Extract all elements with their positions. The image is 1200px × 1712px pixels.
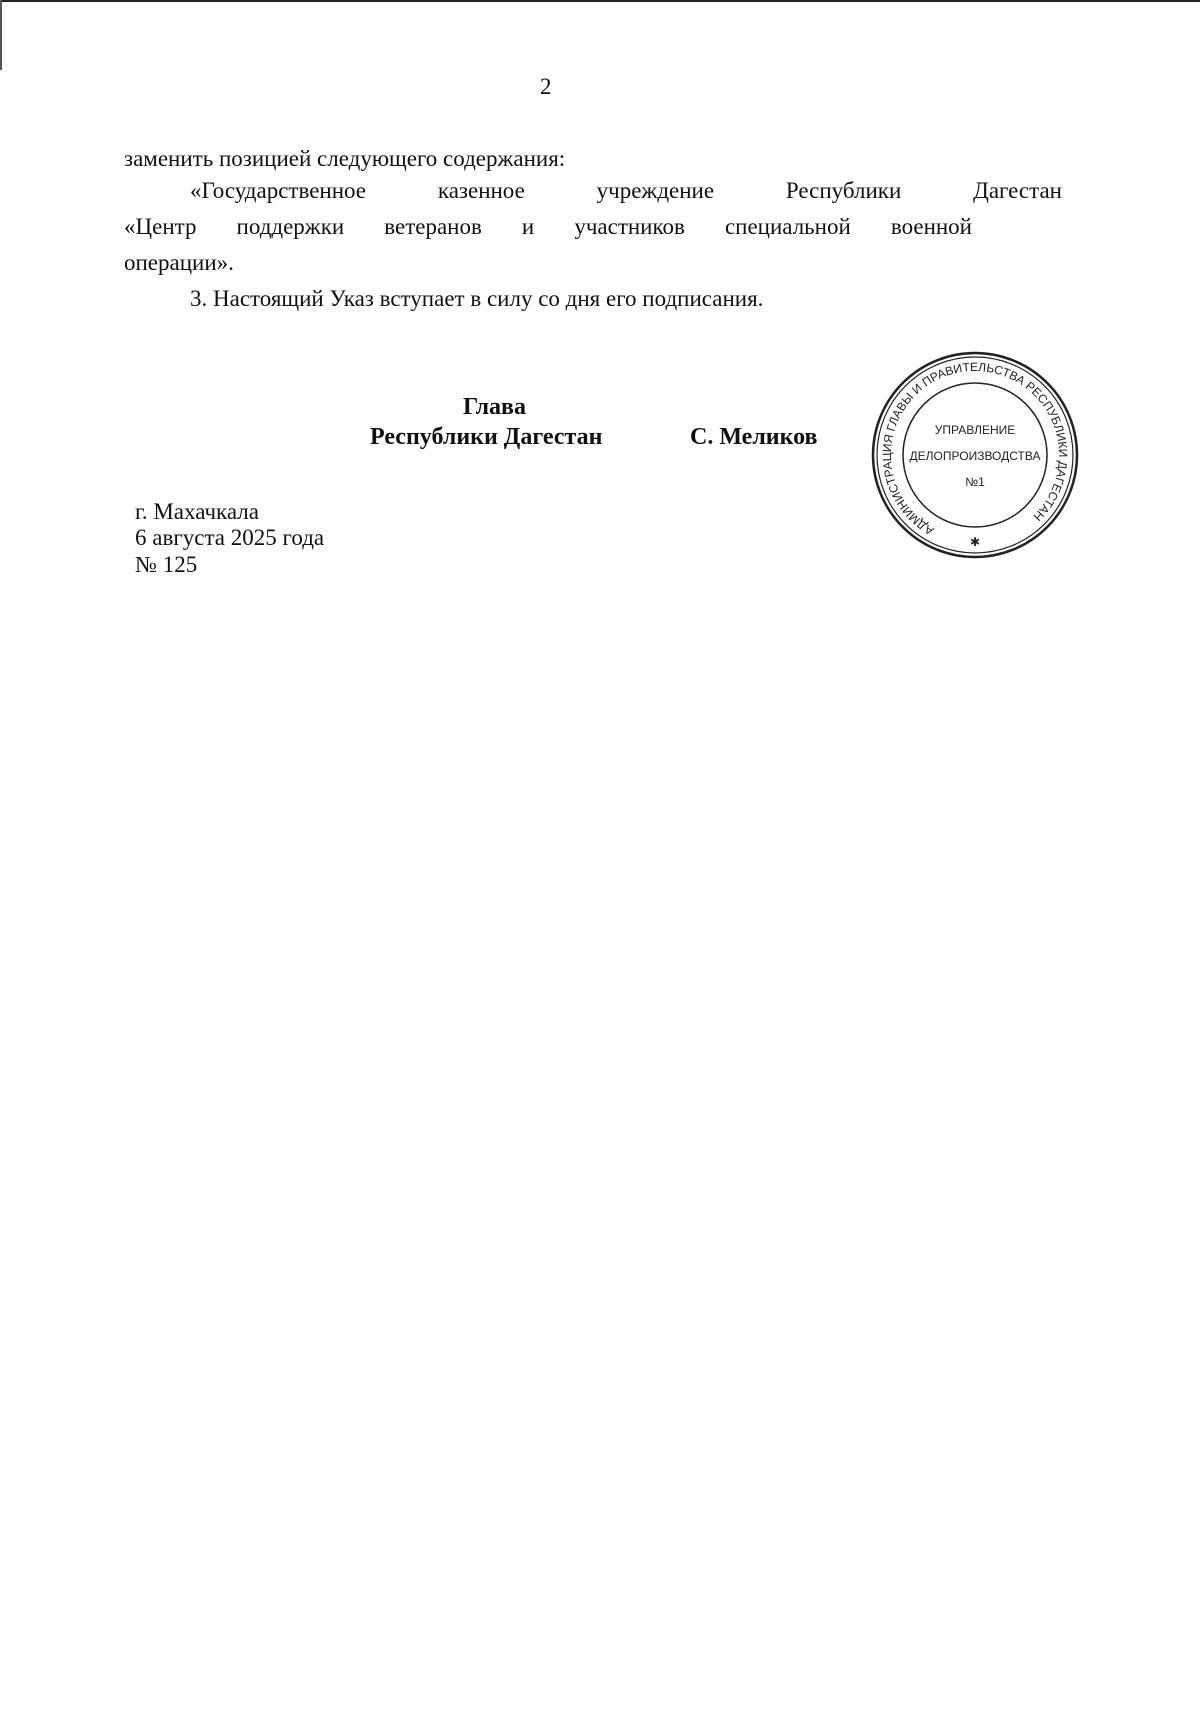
official-stamp	[870, 350, 1080, 560]
page-number: 2	[540, 74, 552, 99]
paragraph-line: «Центр поддержки ветеранов и участников специальной военной	[124, 214, 972, 239]
stamp-ring-text: АДМИНИСТРАЦИЯ ГЛАВЫ И ПРАВИТЕЛЬСТВА РЕСПУБЛИКИ ДАГЕСТАН	[879, 359, 1071, 539]
paragraph-line: 3. Настоящий Указ вступает в силу со дня его подписания.	[190, 286, 764, 311]
paragraph-line: заменить позицией следующего содержания:	[124, 146, 566, 171]
stamp-star-icon: ✱	[969, 535, 981, 549]
signature-title-line1: Глава	[463, 394, 526, 420]
scan-edge-left	[0, 0, 2, 70]
date: 6 августа 2025 года	[135, 525, 325, 550]
city: г. Махачкала	[135, 499, 259, 524]
document-number: № 125	[135, 552, 198, 577]
signatory-name: С. Меликов	[690, 424, 818, 450]
signature-title-line2: Республики Дагестан	[370, 424, 603, 450]
paragraph-line: «Государственное казенное учреждение Республики Дагестан	[190, 178, 1062, 203]
stamp-center-line3: №1	[965, 475, 985, 489]
stamp-center-line1: УПРАВЛЕНИЕ	[934, 423, 1016, 437]
stamp-center-line2: ДЕЛОПРОИЗВОДСТВА	[909, 449, 1041, 463]
scan-edge-top	[0, 0, 1200, 2]
paragraph-line: операции».	[124, 250, 234, 275]
